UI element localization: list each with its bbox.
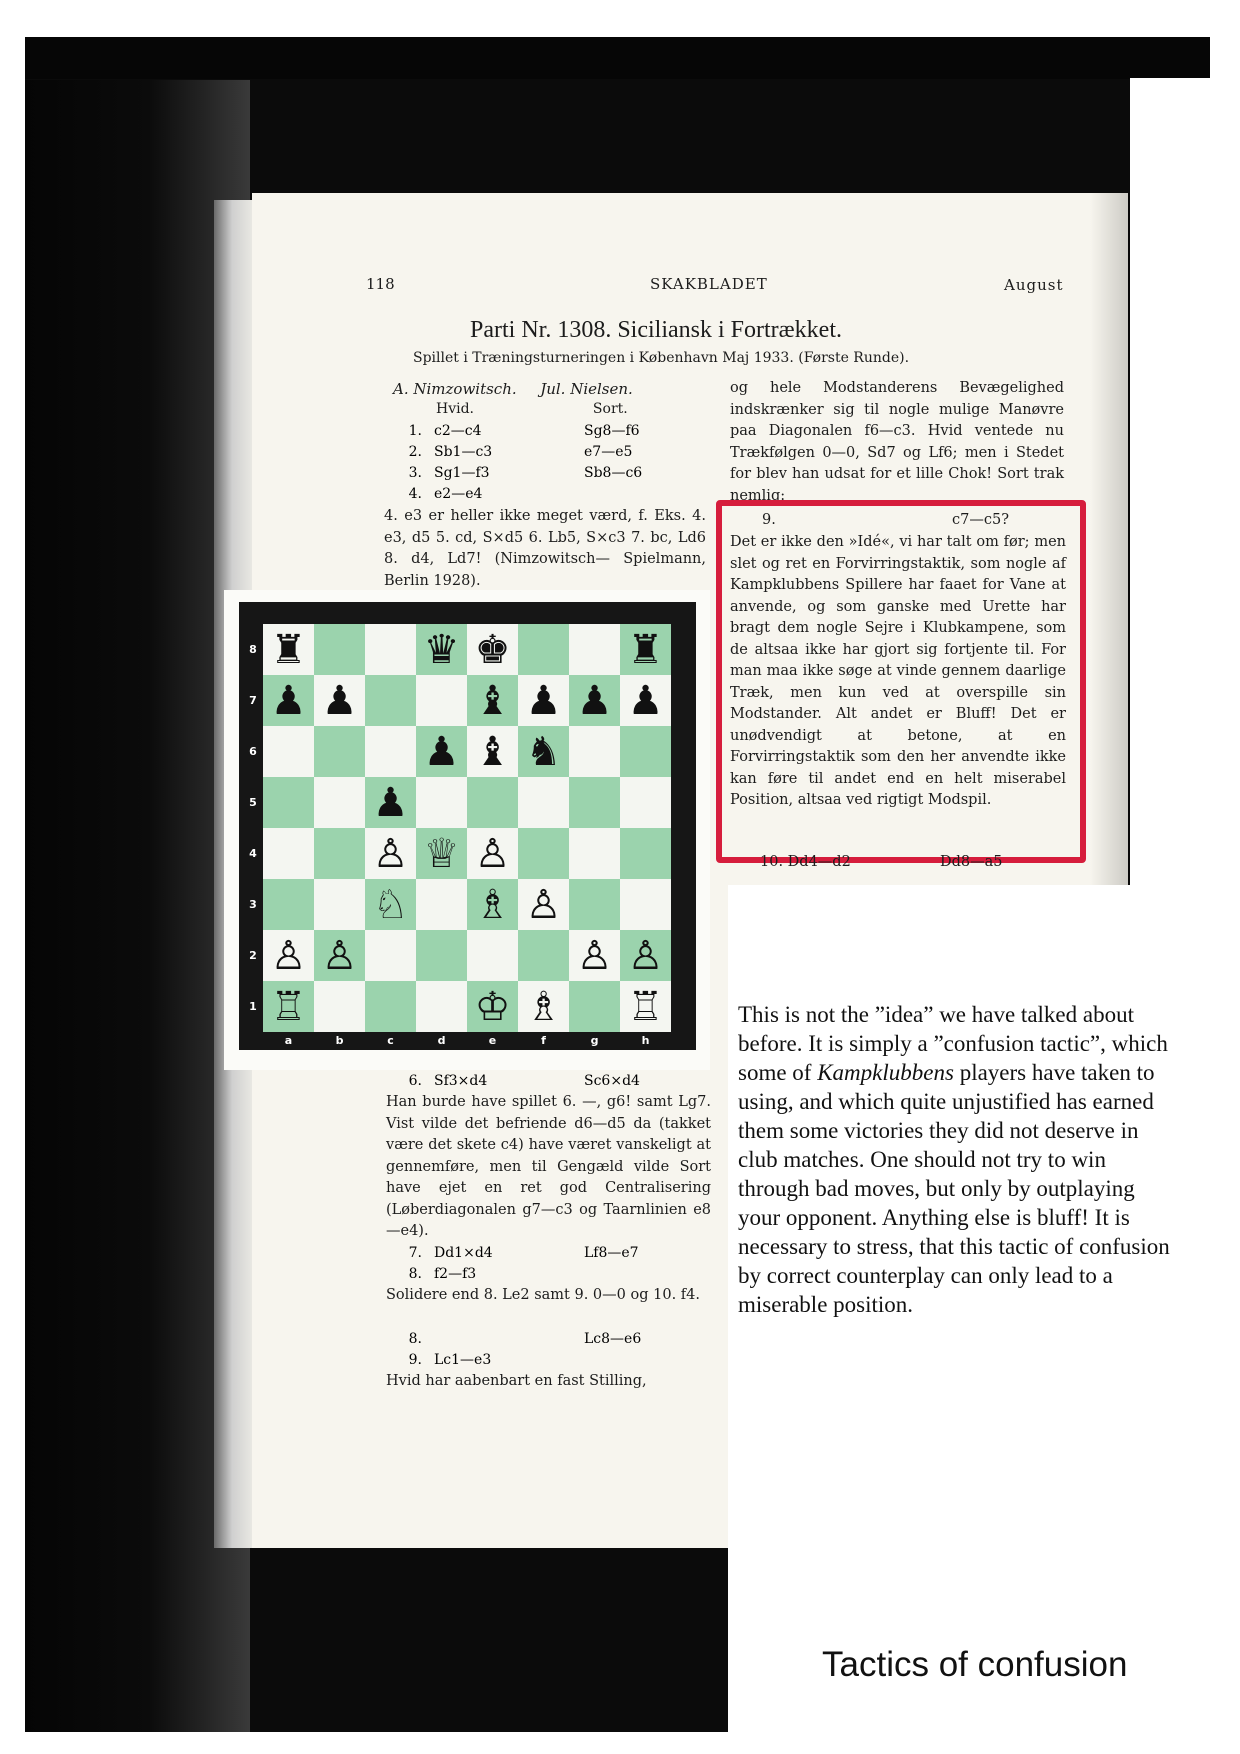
white-queen-icon: ♕ — [423, 830, 460, 877]
white-pawn-icon: ♙ — [627, 932, 664, 979]
square-b8 — [314, 624, 365, 675]
white-rook-icon: ♖ — [627, 983, 664, 1030]
square-a2 — [263, 930, 314, 981]
square-d8 — [416, 624, 467, 675]
move-10-black: Dd8—a5 — [940, 854, 1003, 870]
black-king-icon: ♚ — [474, 626, 511, 673]
move-9-row: 9. Lc1—e3 — [408, 1351, 492, 1368]
square-g5 — [569, 777, 620, 828]
game-subtitle: Spillet i Træningsturneringen i København Maj 1933. (Første Runde). — [413, 350, 910, 366]
white-pawn-icon: ♙ — [270, 932, 307, 979]
month-label: August — [1004, 276, 1064, 294]
square-d5 — [416, 777, 467, 828]
note-move-4: 4. e3 er heller ikke meget værd, f. Eks. 4. e3, d5 5. cd, S×d5 6. Lb5, S×c3 7. bc, Ld6 8. d4, Ld7! (Nimzowitsch— Spielmann, Berlin 1928). — [384, 508, 706, 589]
square-b7 — [314, 675, 365, 726]
white-pawn-icon: ♙ — [474, 830, 511, 877]
note-move-6: Han burde have spillet 6. —, g6! samt Lg7. Vist vilde det befriende d6—d5 da (takket være det skete c4) have været vanskeligt at gennemføre, men til Gengæld vilde Sort have ejet en ret god Centralisering (Løberdiagonalen g7—c3 og Taarnlinien e8—e4). — [386, 1094, 711, 1239]
file-label: f — [541, 1034, 546, 1047]
file-label: d — [437, 1034, 446, 1047]
black-pawn-icon: ♟ — [423, 728, 460, 775]
square-a4 — [263, 828, 314, 879]
square-e8 — [467, 624, 518, 675]
square-f5 — [518, 777, 569, 828]
black-bishop-icon: ♝ — [474, 728, 511, 775]
colors-line — [436, 401, 628, 417]
square-e5 — [467, 777, 518, 828]
square-b4 — [314, 828, 365, 879]
rank-label: 2 — [249, 949, 257, 962]
white-bishop-icon: ♗ — [525, 983, 562, 1030]
square-e6 — [467, 726, 518, 777]
white-knight-icon: ♘ — [372, 881, 409, 928]
square-e1 — [467, 981, 518, 1032]
white-color: Hvid. — [436, 401, 475, 417]
rank-label: 7 — [249, 694, 257, 707]
square-a3 — [263, 879, 314, 930]
white-player: A. Nimzowitsch. — [393, 380, 517, 398]
square-b2 — [314, 930, 365, 981]
game-title: Parti Nr. 1308. Siciliansk i Fortrækket. — [470, 317, 842, 343]
white-rook-icon: ♖ — [270, 983, 307, 1030]
square-f8 — [518, 624, 569, 675]
square-c4 — [365, 828, 416, 879]
square-h1 — [620, 981, 671, 1032]
black-queen-icon: ♛ — [423, 626, 460, 673]
black-pawn-icon: ♟ — [627, 677, 664, 724]
black-pawn-icon: ♟ — [321, 677, 358, 724]
square-d1 — [416, 981, 467, 1032]
move-8-row: 8. f2—f3 — [408, 1265, 477, 1282]
file-label: a — [284, 1034, 293, 1047]
right-column-text: og hele Modstanderens Bevægelighed indskrænker sig til nogle mulige Manøvre paa Diagonalen f6—c3. Hvid ventede nu Trækfølgen 0—0, Sd7 og Lf6; men i Stedet for blev han udsat for et lille Chok! Sort trak nemlig: — [730, 380, 1064, 504]
black-pawn-icon: ♟ — [576, 677, 613, 724]
square-a8 — [263, 624, 314, 675]
square-h8 — [620, 624, 671, 675]
move-10-white: 10. Dd4—d2 — [760, 854, 851, 870]
square-g8 — [569, 624, 620, 675]
file-label: e — [488, 1034, 497, 1047]
square-a7 — [263, 675, 314, 726]
square-e4 — [467, 828, 518, 879]
square-d2 — [416, 930, 467, 981]
square-h7 — [620, 675, 671, 726]
move-row: 3. Sg1—f3 Sb8—c6 — [408, 464, 643, 481]
rank-label: 1 — [249, 1000, 257, 1013]
chess-board — [263, 624, 671, 1032]
white-pawn-icon: ♙ — [372, 830, 409, 877]
square-c1 — [365, 981, 416, 1032]
square-f3 — [518, 879, 569, 930]
black-pawn-icon: ♟ — [525, 677, 562, 724]
square-h6 — [620, 726, 671, 777]
black-color: Sort. — [592, 401, 628, 417]
rank-label: 4 — [249, 847, 257, 860]
rank-label: 3 — [249, 898, 257, 911]
translation-text: This is not the ”idea” we have talked about before. It is simply a ”confusion tactic”, which some of Kampklubbens players have taken to using, and which quite unjustified has earned them some victories they did not deserve in club matches. One should not try to win through bad moves, but only by outplaying your opponent. Anything else is bluff! It is necessary to stress, that this tactic of confusion by correct counterplay can only lead to a miserable position. — [738, 1002, 1170, 1317]
black-rook-icon: ♜ — [270, 626, 307, 673]
square-g4 — [569, 828, 620, 879]
square-c3 — [365, 879, 416, 930]
note-move-8: Solidere end 8. Le2 samt 9. 0—0 og 10. f4. — [386, 1287, 700, 1303]
translation-italic: Kampklubbens — [817, 1060, 954, 1085]
black-player: Jul. Nielsen. — [540, 380, 633, 398]
white-king-icon: ♔ — [474, 983, 511, 1030]
black-pawn-icon: ♟ — [270, 677, 307, 724]
square-g2 — [569, 930, 620, 981]
square-f6 — [518, 726, 569, 777]
players-line — [393, 380, 633, 398]
square-h4 — [620, 828, 671, 879]
square-a1 — [263, 981, 314, 1032]
highlighted-note: Det er ikke den »Idé«, vi har talt om før; men slet og ret en Forvirringstaktik, som nogle af Kampklubbens Spillere har faaet for Vane at anvende, og som ganske med Urette har bragt dem nogle Sejre i Klubkampene, som de altsaa ikke har gjort sig fortjente til. For man maa ikke søge at vinde gennem daarlige Træk, men kun ved at overspille sin Modstander. Alt andet er Bluff! Det er unødvendigt at betone, at en Forvirringstaktik som den her anvendte ikke kan føre til andet end en helt miserabel Position, altsaa ved rigtigt Modspil. — [730, 534, 1066, 808]
square-d4 — [416, 828, 467, 879]
scanner-frame-top — [25, 37, 1210, 79]
move-row: 2. Sb1—c3 e7—e5 — [408, 443, 633, 460]
move-row: 4. e2—e4 — [408, 485, 483, 502]
square-d7 — [416, 675, 467, 726]
move-6-row: 6. Sf3×d4 Sc6×d4 — [408, 1072, 640, 1089]
black-rook-icon: ♜ — [627, 626, 664, 673]
highlight-box — [716, 500, 1086, 863]
square-b1 — [314, 981, 365, 1032]
caption: Tactics of confusion — [822, 1645, 1128, 1684]
square-e3 — [467, 879, 518, 930]
square-g3 — [569, 879, 620, 930]
square-g1 — [569, 981, 620, 1032]
running-head: SKAKBLADET — [650, 275, 768, 293]
square-g6 — [569, 726, 620, 777]
square-b3 — [314, 879, 365, 930]
file-label: c — [387, 1034, 394, 1047]
note-move-9: Hvid har aabenbart en fast Stilling, — [386, 1373, 647, 1389]
square-h5 — [620, 777, 671, 828]
move-7-row: 7. Dd1×d4 Lf8—e7 — [408, 1244, 639, 1261]
square-d6 — [416, 726, 467, 777]
move-8b-row: 8. Lc8—e6 — [408, 1330, 642, 1347]
white-pawn-icon: ♙ — [525, 881, 562, 928]
black-knight-icon: ♞ — [525, 728, 562, 775]
square-d3 — [416, 879, 467, 930]
square-c8 — [365, 624, 416, 675]
square-g7 — [569, 675, 620, 726]
right-margin — [1130, 78, 1240, 1754]
white-pawn-icon: ♙ — [576, 932, 613, 979]
move-row: 1. c2—c4 Sg8—f6 — [408, 422, 640, 439]
square-h2 — [620, 930, 671, 981]
square-e2 — [467, 930, 518, 981]
move-9-number: 9. — [762, 512, 776, 528]
square-b6 — [314, 726, 365, 777]
black-pawn-icon: ♟ — [372, 779, 409, 826]
black-bishop-icon: ♝ — [474, 677, 511, 724]
white-bishop-icon: ♗ — [474, 881, 511, 928]
square-c7 — [365, 675, 416, 726]
rank-label: 8 — [249, 643, 257, 656]
square-e7 — [467, 675, 518, 726]
file-label: b — [335, 1034, 344, 1047]
square-f1 — [518, 981, 569, 1032]
page-shadow — [1090, 193, 1130, 893]
square-b5 — [314, 777, 365, 828]
page-number: 118 — [366, 275, 395, 293]
square-f2 — [518, 930, 569, 981]
file-label: g — [590, 1034, 599, 1047]
rank-label: 5 — [249, 796, 257, 809]
rank-label: 6 — [249, 745, 257, 758]
square-a6 — [263, 726, 314, 777]
square-c6 — [365, 726, 416, 777]
square-c2 — [365, 930, 416, 981]
opening-moves — [390, 420, 710, 504]
white-pawn-icon: ♙ — [321, 932, 358, 979]
square-c5 — [365, 777, 416, 828]
square-a5 — [263, 777, 314, 828]
square-f4 — [518, 828, 569, 879]
square-h3 — [620, 879, 671, 930]
file-label: h — [641, 1034, 650, 1047]
move-9-black: c7—c5? — [952, 512, 1009, 528]
square-f7 — [518, 675, 569, 726]
